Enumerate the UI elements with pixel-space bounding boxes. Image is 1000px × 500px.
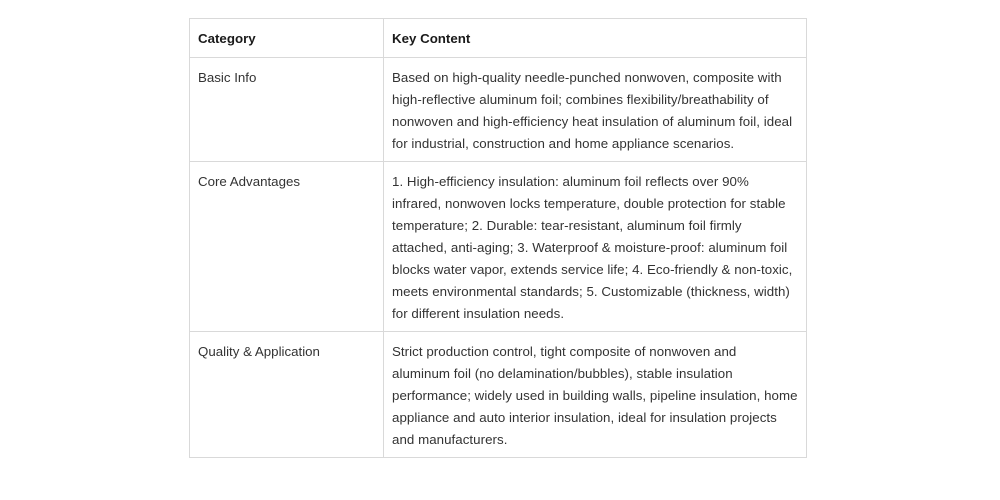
table-row xyxy=(190,58,807,162)
row-category: Quality & Application xyxy=(190,332,384,458)
table-header-row xyxy=(190,19,807,58)
header-key-content: Key Content xyxy=(384,19,807,58)
row-content: Strict production control, tight composite of nonwoven and aluminum foil (no delamination/bubbles), stable insulation performance; widely used in building walls, pipeline insulation, home appliance and auto interior insulation, ideal for insulation projects and manufacturers. xyxy=(384,332,807,458)
table-row xyxy=(190,162,807,332)
row-content: 1. High-efficiency insulation: aluminum foil reflects over 90% infrared, nonwoven locks temperature, double protection for stable temperature; 2. Durable: tear-resistant, aluminum foil firmly attached, anti-aging; 3. Waterproof & moisture-proof: aluminum foil blocks water vapor, extends service life; 4. Eco-friendly & non-toxic, meets environmental standards; 5. Customizable (thickness, width) for different insulation needs. xyxy=(384,162,807,332)
table-row xyxy=(190,332,807,458)
product-info-table-container xyxy=(189,18,806,458)
row-category: Basic Info xyxy=(190,58,384,162)
row-content: Based on high-quality needle-punched nonwoven, composite with high-reflective aluminum foil; combines flexibility/breathability of nonwoven and high-efficiency heat insulation of aluminum foil, ideal for industrial, construction and home appliance scenarios. xyxy=(384,58,807,162)
product-info-table xyxy=(189,18,807,458)
header-category: Category xyxy=(190,19,384,58)
row-category: Core Advantages xyxy=(190,162,384,332)
